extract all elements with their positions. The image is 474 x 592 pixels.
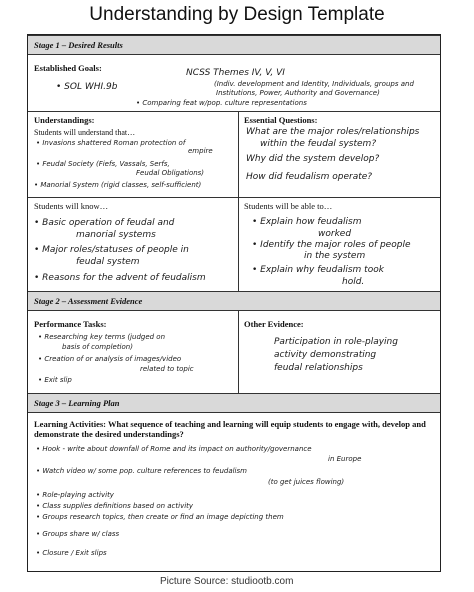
- activity-item: (to get juices flowing): [268, 478, 345, 486]
- activity-item: • Watch video w/ some pop. culture references to feudalism: [36, 467, 247, 475]
- students-know-label: Students will know…: [34, 201, 109, 211]
- able-item: worked: [318, 229, 352, 239]
- performance-item: related to topic: [140, 365, 194, 373]
- know-item: • Basic operation of feudal and: [34, 218, 175, 228]
- activity-item: • Groups research topics, then create or find an image depicting them: [36, 513, 284, 521]
- other-evidence-item: activity demonstrating: [274, 350, 377, 360]
- learning-activities-question: Learning Activities: What sequence of teaching and learning will equip students to engage with, develop and demonstrate the desired understandings?: [34, 419, 426, 439]
- essential-questions-label: Essential Questions:: [244, 115, 318, 125]
- understanding-item: • Manorial System (rigid classes, self-sufficient): [34, 181, 202, 189]
- other-evidence-label: Other Evidence:: [244, 319, 304, 329]
- able-item: • Explain why feudalism took: [252, 265, 384, 275]
- understanding-item: empire: [188, 147, 213, 155]
- stage3-heading: Stage 3 – Learning Plan: [28, 393, 440, 413]
- picture-source: Picture Source: studiootb.com: [160, 576, 294, 587]
- essential-question: Why did the system develop?: [246, 154, 380, 164]
- activity-item: • Role-playing activity: [36, 491, 114, 499]
- activity-item: • Groups share w/ class: [36, 530, 120, 538]
- performance-item: • Researching key terms (judged on: [38, 333, 166, 341]
- able-item: • Explain how feudalism: [252, 217, 362, 227]
- performance-item: • Creation of or analysis of images/video: [38, 355, 182, 363]
- other-evidence-item: Participation in role-playing: [274, 337, 398, 347]
- performance-item: • Exit slip: [38, 376, 72, 384]
- performance-item: basis of completion): [62, 343, 133, 351]
- goal-ncss-detail1: (Indiv. development and Identity, Individuals, groups and: [214, 80, 414, 88]
- know-item: manorial systems: [76, 230, 156, 240]
- understanding-item: • Feudal Society (Fiefs, Vassals, Serfs,: [36, 160, 170, 168]
- essential-question: How did feudalism operate?: [246, 172, 373, 182]
- understanding-item: • Invasions shattered Roman protection of: [36, 139, 186, 147]
- able-item: • Identify the major roles of people: [252, 240, 411, 250]
- template-frame: [27, 34, 441, 572]
- essential-question: within the feudal system?: [260, 139, 377, 149]
- understanding-item: Feudal Obligations): [136, 169, 205, 177]
- page-title: Understanding by Design Template: [89, 4, 385, 25]
- goal-ncss: NCSS Themes IV, V, VI: [186, 68, 285, 78]
- students-able-label: Students will be able to…: [244, 201, 333, 211]
- able-item: hold.: [342, 277, 365, 287]
- goal-ncss-detail2: Institutions, Power, Authority and Governance): [216, 89, 380, 97]
- able-item: in the system: [304, 251, 366, 261]
- column-divider: [238, 111, 239, 291]
- goal-sol: • SOL WHI.9b: [56, 82, 118, 92]
- activity-item: • Class supplies definitions based on activity: [36, 502, 194, 510]
- activity-item: • Hook - write about downfall of Rome and its impact on authority/governance: [36, 445, 312, 453]
- performance-tasks-label: Performance Tasks:: [34, 319, 107, 329]
- goal-compare: • Comparing feat w/pop. culture representations: [136, 99, 307, 107]
- established-goals-label: Established Goals:: [34, 63, 102, 73]
- other-evidence-item: feudal relationships: [274, 363, 363, 373]
- divider: [28, 197, 440, 198]
- stage1-heading: Stage 1 – Desired Results: [28, 35, 440, 55]
- divider: [28, 111, 440, 112]
- activity-item: • Closure / Exit slips: [36, 549, 107, 557]
- understandings-label: Understandings:: [34, 115, 95, 125]
- stage2-heading: Stage 2 – Assessment Evidence: [28, 291, 440, 311]
- essential-question: What are the major roles/relationships: [246, 127, 420, 137]
- column-divider: [238, 311, 239, 393]
- know-item: • Major roles/statuses of people in: [34, 245, 189, 255]
- know-item: feudal system: [76, 257, 140, 267]
- understandings-intro: Students will understand that…: [34, 128, 136, 137]
- activity-item: in Europe: [328, 455, 362, 463]
- know-item: • Reasons for the advent of feudalism: [34, 273, 206, 283]
